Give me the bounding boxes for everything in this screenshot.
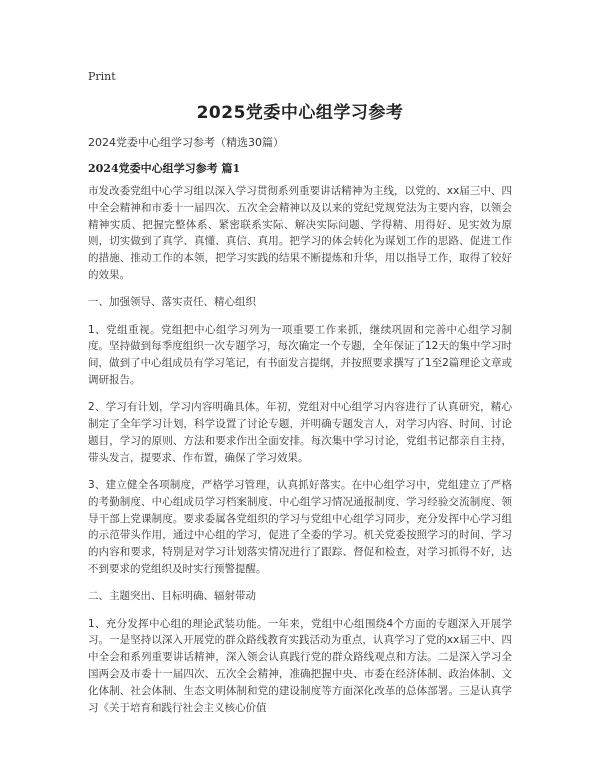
- paragraph-2-1: 1、充分发挥中心组的理论武装功能。一年来，党组中心组围绕4个方面的专题深入开展学习。一是坚持以深入开展党的群众路线教育实践活动为重点，认真学习了党的xx届三中、四中全会和系列重要讲话精神，深入领会认真践行党的群众路线观点和方法。二是深入学习全国两会及市委十一届四次、五次全会精神，准确把握中央、市委在经济体制、政治体制、文化体制、社会体制、生态文明体制和党的建设制度等方面深化改革的总体部署。三是认真学习《关于培育和践行社会主义核心价值: [88, 617, 512, 714]
- paragraph-intro: 市发改委党组中心学习组以深入学习贯彻系列重要讲话精神为主线，以党的、xx届三中、四中全会精神和市委十一届四次、五次全会精神以及以来的党纪党规党法为主要内容，以领会精神实质、把握完整体系、紧密联系实际、解决实际问题、学得精、用得好、见实效为原则，切实做到了真学、真懂、真信、真用。把学习的体会转化为谋划工作的思路、促进工作的措施、推动工作的本领，把学习实践的结果不断提炼和升华，用以指导工作，取得了较好的效果。: [88, 185, 512, 281]
- document-body: [88, 183, 512, 727]
- print-label[interactable]: Print: [88, 70, 116, 83]
- document-title: 2025党委中心组学习参考: [196, 103, 404, 123]
- document-subtitle: 2024党委中心组学习参考（精选30篇）: [88, 136, 284, 149]
- heading-2: 二、主题突出、目标明确、辐射带动: [88, 590, 256, 603]
- paragraph-1-1: 1、党组重视。党组把中心组学习列为一项重要工作来抓，继续巩固和完善中心组学习制度。坚持做到每季度组织一次专题学习，每次确定一个专题，全年保证了12天的集中学习时间，做到了中心组成员有学习笔记，有书面发言提纲，并按照要求撰写了1至2篇理论文章或调研报告。: [88, 323, 512, 386]
- paragraph-1-3: 3、建立健全各项制度，严格学习管理，认真抓好落实。在中心组学习中，党组建立了严格的考勤制度、中心组成员学习档案制度、中心组学习情况通报制度、学习经验交流制度、领导干部上党课制度。要求委属各党组织的学习与党组中心组学习同步，充分发挥中心学习组的示范带头作用，通过中心组的学习，促进了全委的学习。机关党委按照学习的时间、学习的内容和要求，特别是对学习计划落实情况进行了跟踪、督促和检查，对学习抓得不好，达不到要求的党组织及时实行预警提醒。: [88, 478, 512, 575]
- heading-1: 一、加强领导、落实责任、精心组织: [88, 296, 256, 309]
- section-title: 2024党委中心组学习参考 篇1: [88, 162, 241, 175]
- paragraph-1-2: 2、学习有计划，学习内容明确具体。年初，党组对中心组学习内容进行了认真研究，精心制定了全年学习计划，科学设置了讨论专题，并明确专题发言人，对学习内容、时间、讨论题目，学习的原则、方法和要求作出全面安排。每次集中学习讨论，党组书记都亲自主持，带头发言，提要求、作布置，确保了学习效果。: [88, 401, 512, 464]
